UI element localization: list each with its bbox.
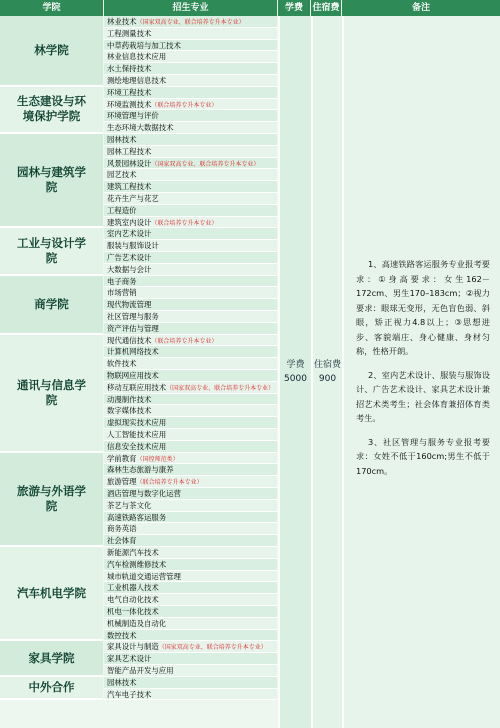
major-name: 旅游管理: [107, 477, 137, 487]
major-tag: （国家双高专业、联合培养专升本专业）: [166, 384, 275, 392]
major-row: [104, 122, 277, 134]
major-name: 环境工程技术: [107, 87, 152, 97]
major-row: [104, 40, 277, 52]
major-name: 智能产品开发与应用: [107, 666, 174, 675]
college-cell: [0, 547, 103, 641]
header-lodging: 住宿费: [311, 0, 341, 16]
major-row: [104, 429, 277, 441]
major-row: [104, 559, 277, 571]
major-row: [104, 169, 277, 181]
major-name: 森林生态旅游与康养: [107, 465, 174, 475]
major-row: [104, 523, 277, 535]
major-row: [104, 264, 277, 276]
college-name: 园林与建筑学院: [17, 165, 86, 195]
major-name: 高速铁路客运服务: [107, 512, 167, 522]
college-cell: [0, 134, 103, 228]
major-row: [104, 205, 277, 217]
college-cell: [0, 87, 103, 134]
major-row: [104, 594, 277, 606]
major-name: 机械制造及自动化: [107, 618, 167, 628]
major-tag: （国家双高专业、联合培养专升本专业）: [158, 644, 267, 652]
major-name: 园艺技术: [107, 170, 137, 180]
tuition-label: 学费: [286, 360, 305, 370]
major-row: [104, 287, 277, 299]
major-row: [104, 582, 277, 594]
major-name: 家具艺术设计: [107, 654, 152, 664]
header-major: 招生专业: [104, 0, 277, 16]
major-row: [104, 228, 277, 240]
major-tag: （国控师范类）: [136, 455, 179, 463]
major-tag: （国家双高专业、联合培养专升本专业）: [136, 19, 245, 26]
major-name: 电子商务: [107, 276, 137, 286]
major-row: [104, 417, 277, 429]
major-row: [104, 16, 277, 28]
tuition-amount: 5000: [284, 374, 307, 384]
college-name: 工业与设计学院: [17, 235, 86, 265]
college-cell: [0, 16, 103, 87]
major-row: [104, 158, 277, 170]
major-name: 工程测量技术: [107, 28, 152, 38]
college-name: 生态建设与环境保护学院: [17, 94, 86, 124]
major-row: [104, 335, 277, 347]
header-remarks: 备注: [342, 0, 500, 16]
major-row: [104, 28, 277, 40]
major-name: 现代物流管理: [107, 300, 152, 310]
major-row: [104, 382, 277, 394]
major-row: [104, 677, 277, 689]
major-name: 电气自动化技术: [107, 595, 159, 605]
college-cell: [0, 641, 103, 676]
major-row: [104, 299, 277, 311]
major-row: [104, 535, 277, 547]
major-row: [104, 453, 277, 465]
major-row: [104, 641, 277, 653]
major-row: [104, 394, 277, 406]
tuition-cell: [278, 16, 311, 728]
major-row: [104, 181, 277, 193]
major-tag: （联合培养专升本专业）: [136, 479, 203, 487]
college-name: 林学院: [34, 42, 69, 57]
major-name: 新能源汽车技术: [107, 548, 159, 557]
college-cell: [0, 335, 103, 453]
major-name: 生态环境大数据技术: [107, 123, 174, 133]
college-name: 家具学院: [28, 650, 75, 665]
major-name: 林业信息技术应用: [107, 52, 167, 62]
header-college: 学院: [0, 0, 103, 16]
major-name: 虚拟现实技术应用: [107, 418, 167, 428]
major-name: 汽车检测维修技术: [107, 559, 167, 569]
major-name: 林业技术: [107, 17, 137, 26]
major-row: [104, 405, 277, 417]
college-cell: [0, 677, 103, 701]
major-name: 大数据与会计: [107, 264, 152, 274]
major-row: [104, 276, 277, 288]
major-name: 社会体育: [107, 536, 137, 546]
college-cell: [0, 276, 103, 335]
major-name: 商务英语: [107, 524, 137, 534]
major-name: 家具设计与制造: [107, 642, 159, 652]
major-name: 数字媒体技术: [107, 406, 152, 416]
major-row: [104, 689, 277, 701]
major-row: [104, 370, 277, 382]
major-tag: （联合培养专升本专业）: [151, 101, 218, 109]
major-name: 园林技术: [107, 677, 137, 687]
major-name: 市场营销: [107, 288, 137, 298]
major-row: [104, 323, 277, 335]
lodging-amount: 900: [318, 374, 337, 384]
major-row: [104, 217, 277, 229]
remark-paragraph: 3、社区管理与服务专业报考要求：女姓不低于160cm;男生不低于170cm。: [356, 436, 490, 476]
major-name: 测绘地理信息技术: [107, 76, 167, 85]
major-row: [104, 75, 277, 87]
remark-paragraph: 2、室内艺术设计、服装与服饰设计、广告艺术设计、家具艺术设计兼招艺术类考生；社会体育兼招体育类考生。: [356, 369, 490, 423]
major-name: 广告艺术设计: [107, 253, 152, 262]
major-name: 学前教育: [107, 453, 137, 463]
major-row: [104, 547, 277, 559]
major-name: 茶艺与茶文化: [107, 500, 152, 510]
major-name: 资产评估与管理: [107, 323, 159, 333]
major-name: 中草药栽培与加工技术: [107, 40, 181, 50]
major-row: [104, 512, 277, 524]
lodging-cell: [311, 16, 342, 728]
college-name: 商学院: [34, 296, 69, 311]
major-row: [104, 252, 277, 264]
major-name: 工业机器人技术: [107, 583, 159, 593]
major-name: 汽车电子技术: [107, 689, 152, 699]
college-cell: [0, 228, 103, 275]
major-row: [104, 606, 277, 618]
major-name: 现代通信技术: [107, 335, 152, 345]
major-row: [104, 358, 277, 370]
major-name: 建筑工程技术: [107, 182, 152, 192]
major-row: [104, 311, 277, 323]
major-row: [104, 571, 277, 583]
college-cell: [0, 453, 103, 547]
major-name: 移动互联应用技术: [107, 382, 167, 392]
major-row: [104, 441, 277, 453]
major-row: [104, 87, 277, 99]
college-name: 旅游与外语学院: [17, 483, 86, 513]
major-name: 室内艺术设计: [107, 229, 152, 239]
major-tag: （国家双高专业、联合培养专升本专业）: [151, 160, 260, 168]
major-row: [104, 476, 277, 488]
major-row: [104, 240, 277, 252]
major-row: [104, 51, 277, 63]
major-name: 环境监测技术: [107, 99, 152, 109]
major-name: 酒店管理与数字化运营: [107, 489, 181, 498]
major-row: [104, 346, 277, 358]
major-row: [104, 653, 277, 665]
major-row: [104, 110, 277, 122]
major-name: 社区管理与服务: [107, 312, 159, 321]
major-row: [104, 146, 277, 158]
lodging-label: 住宿费: [313, 360, 341, 370]
remark-paragraph: 1、高速铁路客运服务专业报考要求：①身高要求：女生162－172cm、男生170–183cm；②视力要求：眼球无变形，无色盲色弱、斜眼，矫正视力4.8以上；③思想进步、客貌端庄、身心健康、身材匀称，性格开朗。: [356, 259, 490, 356]
major-row: [104, 630, 277, 642]
remarks-text: [344, 257, 500, 487]
college-name: 汽车机电学院: [17, 585, 86, 600]
major-row: [104, 618, 277, 630]
major-name: 计算机网络技术: [107, 347, 159, 357]
major-tag: （联合培养专升本专业）: [151, 337, 218, 345]
major-name: 软件技术: [107, 359, 137, 369]
major-name: 建筑室内设计: [107, 217, 152, 227]
major-name: 城市轨道交通运营管理: [107, 571, 181, 581]
major-name: 动漫制作技术: [107, 394, 152, 404]
major-row: [104, 665, 277, 677]
major-row: [104, 193, 277, 205]
major-name: 人工智能技术应用: [107, 430, 167, 439]
major-name: 信息安全技术应用: [107, 441, 167, 451]
major-row: [104, 488, 277, 500]
major-row: [104, 464, 277, 476]
major-tag: （联合培养专升本专业）: [151, 219, 218, 227]
major-name: 服装与服饰设计: [107, 241, 159, 251]
major-name: 机电一体化技术: [107, 607, 159, 616]
major-row: [104, 63, 277, 75]
remarks-cell: [342, 16, 500, 728]
major-name: 数控技术: [107, 630, 137, 640]
college-name: 中外合作: [28, 680, 75, 695]
major-name: 风景园林设计: [107, 158, 152, 168]
college-name: 通讯与信息学院: [17, 377, 86, 407]
major-name: 工程造价: [107, 205, 137, 215]
major-name: 物联网应用技术: [107, 371, 159, 380]
major-name: 环境管理与评价: [107, 111, 159, 121]
major-row: [104, 99, 277, 111]
major-row: [104, 500, 277, 512]
major-name: 园林工程技术: [107, 146, 152, 156]
major-name: 花卉生产与花艺: [107, 194, 159, 203]
header-tuition: 学费: [278, 0, 310, 16]
major-name: 水土保持技术: [107, 64, 152, 74]
major-row: [104, 134, 277, 146]
major-name: 园林技术: [107, 135, 137, 144]
